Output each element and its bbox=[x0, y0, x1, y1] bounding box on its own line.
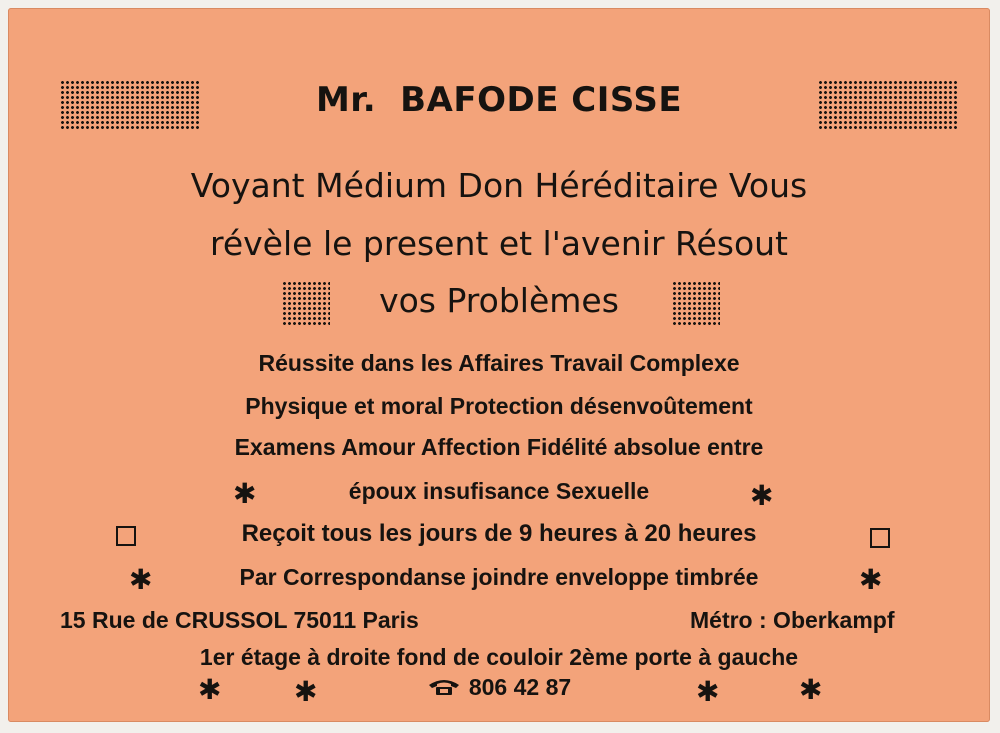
service-line-4: époux insufisance Sexuelle bbox=[348, 478, 650, 504]
service-line-1: Réussite dans les Affaires Travail Complexe bbox=[258, 350, 740, 376]
asterisk-ornament: ✱ bbox=[799, 673, 823, 706]
asterisk-ornament: ✱ bbox=[294, 675, 318, 708]
hours-line: Reçoit tous les jours de 9 heures à 20 heures bbox=[241, 520, 757, 547]
card-title bbox=[8, 80, 990, 120]
asterisk-ornament: ✱ bbox=[129, 563, 153, 596]
title-name: BAFODE CISSE bbox=[400, 80, 683, 120]
asterisk-ornament: ✱ bbox=[233, 477, 257, 510]
tagline-line-3: vos Problèmes bbox=[379, 281, 619, 320]
asterisk-ornament: ✱ bbox=[696, 675, 720, 708]
metro-line: Métro : Oberkampf bbox=[690, 607, 895, 633]
service-line-3: Examens Amour Affection Fidélité absolue entre bbox=[234, 434, 764, 460]
square-ornament bbox=[870, 528, 890, 548]
phone-line bbox=[8, 674, 990, 701]
asterisk-ornament: ✱ bbox=[859, 563, 883, 596]
address-line: 15 Rue de CRUSSOL 75011 Paris bbox=[60, 607, 419, 633]
asterisk-ornament: ✱ bbox=[198, 673, 222, 706]
phone-number: 806 42 87 bbox=[468, 674, 572, 700]
title-prefix: Mr. bbox=[315, 80, 377, 120]
service-line-2: Physique et moral Protection désenvoûtement bbox=[245, 393, 753, 419]
tagline-line-2: révèle le present et l'avenir Résout bbox=[210, 224, 788, 263]
tagline-line-1: Voyant Médium Don Héréditaire Vous bbox=[190, 166, 808, 205]
telephone-icon bbox=[427, 678, 461, 696]
asterisk-ornament: ✱ bbox=[750, 479, 774, 512]
dot-pattern-mid-right bbox=[672, 281, 720, 326]
directions-line: 1er étage à droite fond de couloir 2ème porte à gauche bbox=[199, 644, 799, 670]
business-card bbox=[8, 8, 990, 722]
correspondence-line: Par Correspondanse joindre enveloppe timbrée bbox=[239, 564, 759, 590]
